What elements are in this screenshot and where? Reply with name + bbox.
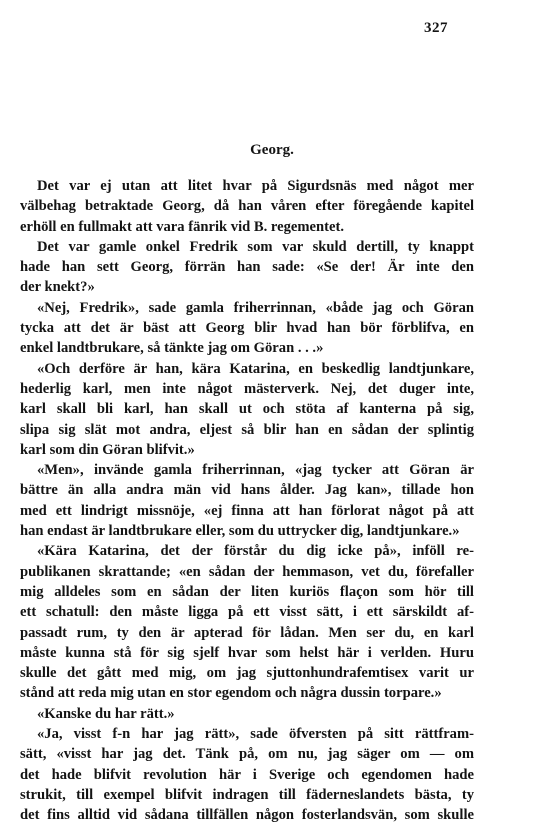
chapter-title: Georg. xyxy=(250,142,294,158)
text-line: karl som din Göran blifvit.» xyxy=(20,441,195,458)
text-line: skulle det gått med mig, om jag sjuttonhundrafemtisex varit ur xyxy=(20,665,474,682)
text-line: «Men», invände gamla friherrinnan, «jag tycker att Göran är xyxy=(37,462,474,479)
text-line: Det var gamle onkel Fredrik som var skuld dertill, ty knappt xyxy=(37,238,474,255)
text-line: hade han sett Georg, förrän han sade: «Se der! Är inte den xyxy=(20,259,474,276)
text-line: strukit, till exempel blifvit indragen till fäderneslandets bästa, ty xyxy=(20,786,474,803)
page-number: 327 xyxy=(424,20,448,36)
text-line: Det var ej utan att litet hvar på Sigurdsnäs med något mer xyxy=(37,178,474,194)
text-line: ett schatull: den måste ligga på ett visst sätt, i ett särskildt af- xyxy=(20,604,474,621)
text-line: det fins alltid vid sådana tillfällen någon fosterlandsvän, som skulle xyxy=(20,807,474,824)
text-line: «Kanske du har rätt.» xyxy=(37,705,175,722)
text-line: slipa sig slät mot andra, eljest så blir han en sådan der splintig xyxy=(20,421,474,438)
text-line: passadt rum, ty den är apterad för lådan. Men ser du, en karl xyxy=(20,624,474,641)
text-line: det hade blifvit revolution här i Sverige och egendomen hade xyxy=(20,766,474,783)
text-line: med ett lindrigt missnöje, «ej finna att han förlorat något på att xyxy=(20,502,474,519)
text-line: karl skall bli karl, han skall ut och stöta af kanterna på sig, xyxy=(20,401,474,418)
text-line: bättre än alla andra män vid hans ålder. Jag kan», tillade hon xyxy=(20,482,474,499)
text-line: enkel landtbrukare, så tänkte jag om Göran . . .» xyxy=(20,340,324,357)
text-line: mig alldeles som en sådan der liten kuriös flaçon som hör till xyxy=(20,583,474,600)
text-line: «Ja, visst f-n har jag rätt», sade öfversten på sitt rättfram- xyxy=(37,726,474,743)
text-line: han endast är landtbrukare eller, som du uttrycker dig, landtjunkare.» xyxy=(20,523,460,540)
text-line: «Och derföre är han, kära Katarina, en beskedlig landtjunkare, xyxy=(37,360,474,377)
text-line: publikanen skrattande; «en sådan der hemmason, vet du, förefaller xyxy=(20,563,474,580)
text-line: der knekt?» xyxy=(20,279,95,296)
text-line: erhöll en fullmakt att vara fänrik vid B. regementet. xyxy=(20,218,344,235)
text-line: tycka att det är bäst att Georg blir hvad han bör förblifva, en xyxy=(20,320,474,337)
text-line: stånd att reda mig utan en stor egendom och några dussin torpare.» xyxy=(20,685,442,702)
text-line: måste kunna stå för sig sjelf hvar som helst här i verlden. Huru xyxy=(20,644,474,661)
text-line: hederlig karl, men inte något mästerverk. Nej, det duger inte, xyxy=(20,380,474,397)
text-line: välbehag betraktade Georg, då han våren efter föregående kapitel xyxy=(20,198,474,215)
text-line: sätt, «visst har jag det. Tänk på, om nu, jag säger om — om xyxy=(20,746,474,763)
body-text xyxy=(20,176,474,826)
text-line: «Kära Katarina, det der förstår du dig icke på», inföll re- xyxy=(37,543,474,560)
text-line: «Nej, Fredrik», sade gamla friherrinnan, «både jag och Göran xyxy=(37,299,474,316)
